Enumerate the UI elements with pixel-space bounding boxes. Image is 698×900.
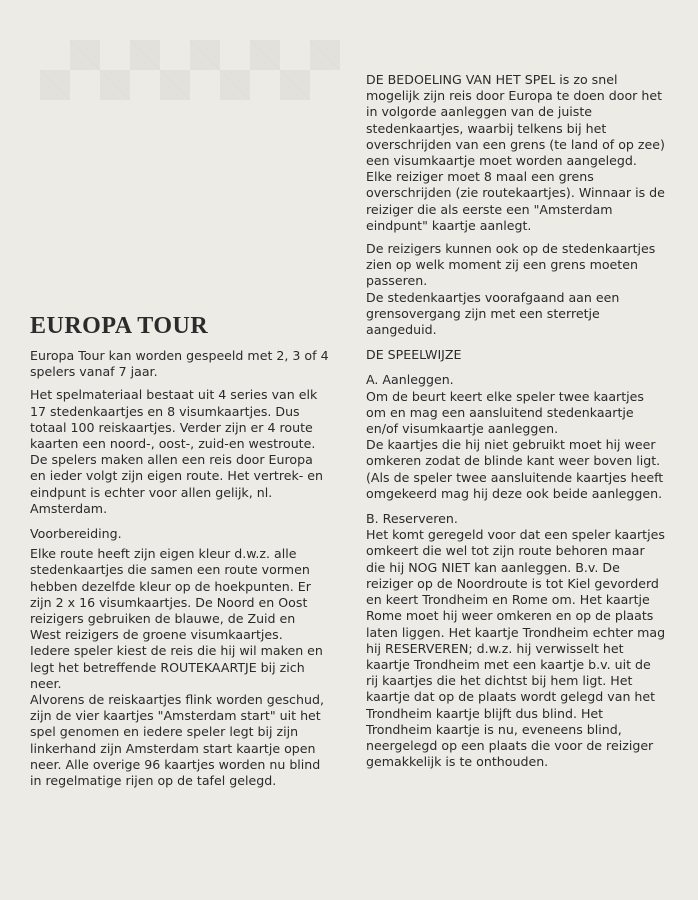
border-paragraph: De reizigers kunnen ook op de stedenkaartjes zien op welk moment zij een grens moeten passeren. <box>366 241 656 289</box>
page-title: EUROPA TOUR <box>30 313 209 339</box>
laying-paragraph-1: Om de beurt keert elke speler twee kaartjes om en mag een aansluitend stedenkaartje en/of visumkaartje aanleggen. <box>366 388 644 437</box>
laying-paragraph-2: De kaartjes die hij niet gebruikt moet hij weer omkeren zodat de blinde kant weer boven ligt. (Als de speler twee aansluitende kaartjes heeft omgekeerd mag hij deze ook beide aanleggen. <box>366 437 664 501</box>
shuffle-paragraph: Alvorens de reiskaartjes flink worden geschud, zijn de vier kaartjes "Amsterdam start" uit het spel genomen en iedere speler legt bij zijn linkerhand zijn Amsterdam start kaartje open neer. Alle overige 96 kaartjes worden nu blind in regelmatige rijen op de tafel gelegd. <box>30 692 324 789</box>
faded-background-pattern <box>40 40 340 100</box>
reserving-paragraph: Het komt geregeld voor dat een speler kaartjes omkeert die wel tot zijn route behoren maar die hij NOG NIET kan aanleggen. B.v. De reiziger op de Noordroute is tot Kiel gevorderd en keert Trondheim en Rome om. Het kaartje Rome moet hij weer omkeren en op de plaats laten liggen. Het kaartje Trondheim echter mag hij RESERVEREN; d.w.z. hij verwisselt het kaartje Trondheim met een kaartje b.v. uit de rij kaartjes die het dichtst bij hem ligt. Het kaartje dat op de plaats wordt gelegd van het Trondheim kaartje blijft dus blind. Het Trondheim kaartje is nu, eveneens blind, neergelegd op een plaats die voor de reiziger gemakkelijk is te onthouden. <box>366 527 666 770</box>
right-column <box>366 72 666 777</box>
section-heading: DE SPEELWIJZE <box>366 347 462 363</box>
material-paragraph: Het spelmateriaal bestaat uit 4 series van elk 17 stedenkaartjes en 8 visumkaartjes. Dus totaal 100 reiskaartjes. Verder zijn er 4 route kaarten een noord-, oost-, zuid-en westroute. <box>30 387 318 452</box>
intro-paragraph: Europa Tour kan worden gespeeld met 2, 3 of 4 spelers vanaf 7 jaar. <box>30 348 329 380</box>
goal-paragraph: DE BEDOELING VAN HET SPEL is zo snel mogelijk zijn reis door Europa te doen door het in volgorde aanleggen van de juiste stedenkaartjes, waarbij telkens bij het overschrijden van een grens (te land of op zee) een visumkaartje moet worden aangelegd. Elke reiziger moet 8 maal een grens overschrijden (zie routekaartjes). Winnaar is de reiziger die als eerste een "Amsterdam eindpunt" kaartje aanlegt. <box>366 72 665 233</box>
preparation-paragraph: Elke route heeft zijn eigen kleur d.w.z. alle stedenkaartjes die samen een route vormen hebben dezelfde kleur op de hoekpunten. Er zijn 2 x 16 visumkaartjes. De Noord en Oost reizigers gebruiken de blauwe, de Zuid en West reizigers de groene visumkaartjes. <box>30 546 311 643</box>
choose-route-paragraph: Iedere speler kiest de reis die hij wil maken en legt het betreffende ROUTEKAARTJE bij zich neer. <box>30 643 323 691</box>
reserving-heading: B. Reserveren. <box>366 511 458 527</box>
route-paragraph: De spelers maken allen een reis door Europa en ieder volgt zijn eigen route. Het vertrek- en eindpunt is echter voor allen gelijk, nl. Amsterdam. <box>30 452 324 516</box>
left-column <box>30 313 330 796</box>
star-paragraph: De stedenkaartjes voorafgaand aan een grensovergang zijn met een sterretje aangeduid. <box>366 289 620 338</box>
laying-heading: A. Aanleggen. <box>366 372 454 388</box>
preparation-heading: Voorbereiding. <box>30 526 122 542</box>
